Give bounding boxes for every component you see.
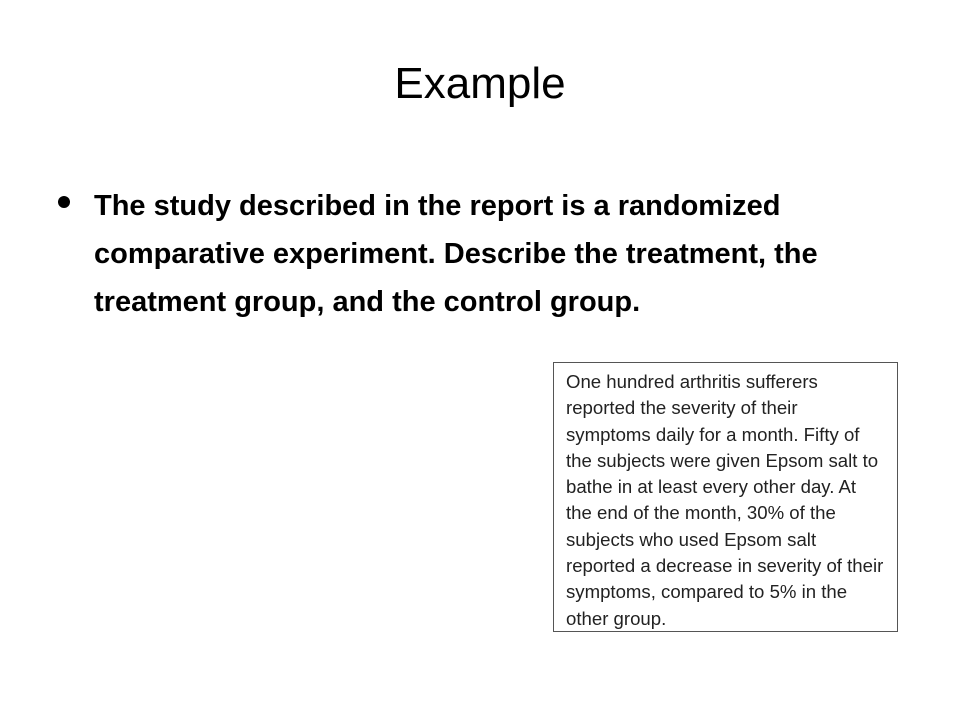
bullet-dot-icon — [58, 196, 70, 208]
report-excerpt-box — [553, 362, 898, 632]
bullet-item — [58, 182, 908, 326]
slide-title: Example — [394, 59, 566, 108]
bullet-list — [58, 182, 908, 326]
bullet-text: The study described in the report is a randomized comparative experiment. Describe the treatment, the treatment group, and the control group. — [94, 190, 818, 318]
report-excerpt-text: One hundred arthritis sufferers reported the severity of their symptoms daily for a month. Fifty of the subjects were given Epsom salt to bathe in at least every other day. At the end of the month, 30% of the subjects who used Epsom salt reported a decrease in severity of their symptoms, compared to 5% in the other group. — [566, 371, 884, 629]
